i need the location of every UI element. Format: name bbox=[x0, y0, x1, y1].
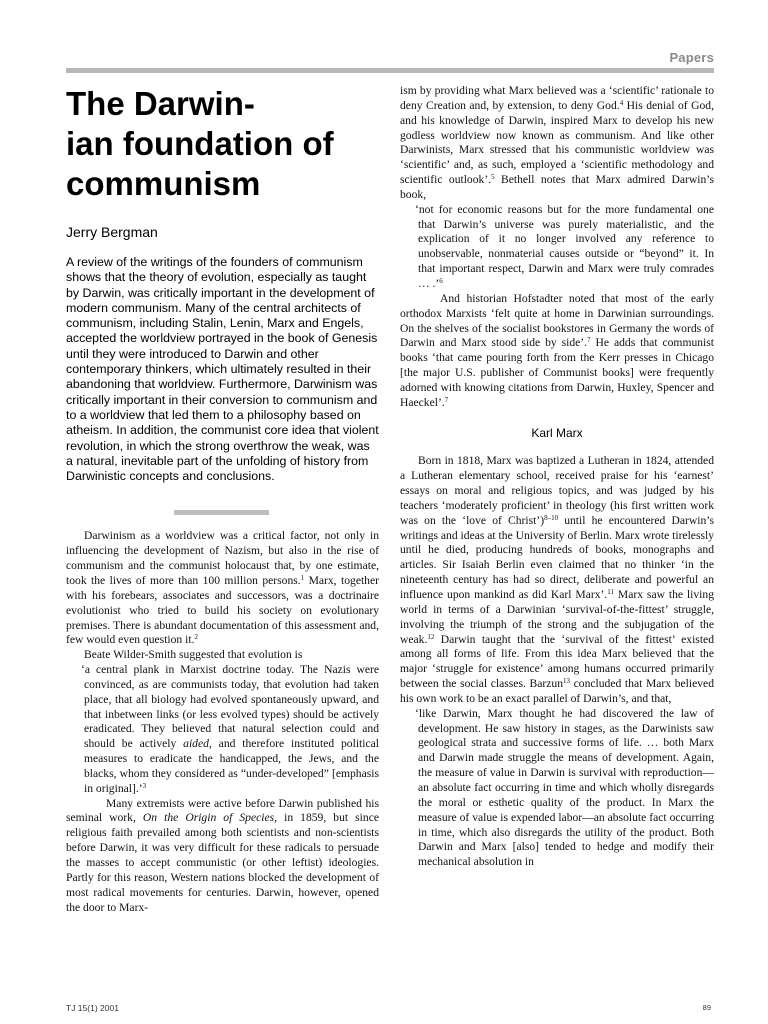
paragraph: Darwinism as a worldview was a critical factor, not only in influencing the development of Nazism, but also in the rise of communism and the communist holocaust that, by one estimate, took the lives of more than 100 million persons.$^1$ Marx, together with his forebears, associates and successors, was a doctrinaire evolutionist who tried to build his society on evolutionary premises. There is abundant documentation of this assessment and, few would even question it.$^2$ bbox=[66, 529, 379, 647]
page-number: 89 bbox=[702, 1003, 711, 1012]
title-line: communism bbox=[66, 165, 261, 202]
block-quote: ‘a central plank in Marxist doctrine today. The Nazis were convinced, as are communists today, that evolution had taken place, that all biology had evolved spontaneously upward, and that inbetween links (or less evolved types) should be actively eradicated. They believed that natural selection could and should be actively aided, and therefore instituted political measures to eradicate the handicapped, the Jews, and the blacks, whom they considered as “under-developed” [emphasis in original].’$^3$ bbox=[81, 663, 379, 795]
left-body-text bbox=[66, 529, 379, 915]
block-quote: ‘not for economic reasons but for the more fundamental one that Darwin’s universe was purely materialistic, and the explication of it no longer involved any reference to unobservable, nonmaterial causes outside or “beyond” it. In that important respect, Darwin and Marx were truly comrades … .’$^6$ bbox=[415, 202, 714, 290]
author-name: Jerry Bergman bbox=[66, 224, 158, 240]
right-column bbox=[400, 84, 714, 870]
title-line: The Darwin- bbox=[66, 85, 255, 122]
article-title bbox=[66, 84, 379, 204]
block-quote: ‘like Darwin, Marx thought he had discovered the law of development. He saw history in stages, as the Darwinists saw geological strata and successive forms of life. … both Marx and Darwin made struggle the means of development. Again, the measure of value in Darwin is survival with reproduction—an absolute fact occurring in time and which wholly disregards the moral or esthetic quality of the product. In Marx the measure of value is expended labor—an absolute fact occurring in time, which also disregards the utility of the product. Both Darwin and Marx [also] tended to hedge and modify their mechanical absolution in bbox=[415, 706, 714, 869]
section-heading: Karl Marx bbox=[531, 425, 583, 440]
paragraph: Many extremists were active before Darwin published his seminal work, On the Origin of Species, in 1859, but since religious faith prevailed among both scientists and non-scientists before Darwin, it was very difficult for these radicals to persuade the masses to accept communistic (or other leftist) ideologies. Partly for this reason, Western nations blocked the development of most radical movements for centuries. Darwin, however, opened the door to Marx- bbox=[66, 796, 379, 914]
paragraph: Beate Wilder-Smith suggested that evolution is bbox=[84, 648, 303, 662]
section-label: Papers bbox=[669, 50, 714, 65]
left-column bbox=[66, 84, 379, 915]
abstract: A review of the writings of the founders of communism shows that the theory of evolution, especially as taught by Darwin, was critically important in the development of modern communism. Many of the central architects of communism, including Stalin, Lenin, Marx and Engels, accepted the worldview portrayed in the book of Genesis until they were introduced to Darwin and other contemporary thinkers, which ultimately resulted in their abandoning that worldview. Furthermore, Darwinism was critically important in their conversion to communism and to a worldview that led them to a philosophy based on atheism. In addition, the communist core idea that violent revolution, in which the strong overthrow the weak, was a natural, inevitable part of the unfolding of history from Darwinistic concepts and conclusions. bbox=[66, 255, 379, 484]
header-rule bbox=[66, 68, 714, 73]
paragraph: And historian Hofstadter noted that most of the early orthodox Marxists ‘felt quite at home in Darwinian surroundings. On the shelves of the socialist bookstores in Germany the words of Darwin and Marx stood side by side’.$^7$ He adds that communist books ‘that came pouring forth from the Kerr presses in Chicago [the major U.S. publisher of Communist books] were frequently adorned with knowing citations from Darwin, Huxley, Spencer and Haeckel’.$^7$ bbox=[400, 291, 715, 409]
title-line: ian foundation of bbox=[66, 125, 334, 162]
abstract-divider bbox=[174, 510, 269, 515]
journal-citation: TJ 15(1) 2001 bbox=[66, 1003, 119, 1013]
paragraph: ism by providing what Marx believed was a ‘scientific’ rationale to deny Creation and, by extension, to deny God.$^4$ His denial of God, and his knowledge of Darwin, inspired Marx to develop his new godless worldview now known as communism. And like other Darwinists, Marx stressed that his communistic worldview was ‘scientific’ and, as such, employed a ‘scientific methodology and scientific outlook’.$^5$ Bethell notes that Marx admired Darwin’s book, bbox=[400, 84, 714, 201]
paragraph: Born in 1818, Marx was baptized a Lutheran in 1824, attended a Lutheran elementary school, received praise for his ‘earnest’ essays on moral and religious topics, and was judged by his teachers ‘moderately proficient’ in theology (his first written work was on the ‘love of Christ’)$^{8-10}$ until he encountered Darwin’s writings and ideas at the University of Berlin. Marx wrote tirelessly until he died, producing hundreds of books, monographs and articles. Sir Isaiah Berlin even claimed that no thinker ‘in the nineteenth century has had so direct, deliberate and powerful an influence upon mankind as did Karl Marx’.$^{11}$ Marx saw the living world in terms of a Darwinian ‘survival-of-the-fittest’ struggle, involving the triumph of the strong and the subjugation of the weak.$^{12}$ Darwin taught that the ‘survival of the fittest’ existed among all forms of life. From this idea Marx believed that the major ‘struggle for existence’ among humans occurred primarily between the social classes. Barzun$^{13}$ concluded that Marx believed his own work to be an exact parallel of Darwin’s, and that, bbox=[400, 454, 714, 705]
